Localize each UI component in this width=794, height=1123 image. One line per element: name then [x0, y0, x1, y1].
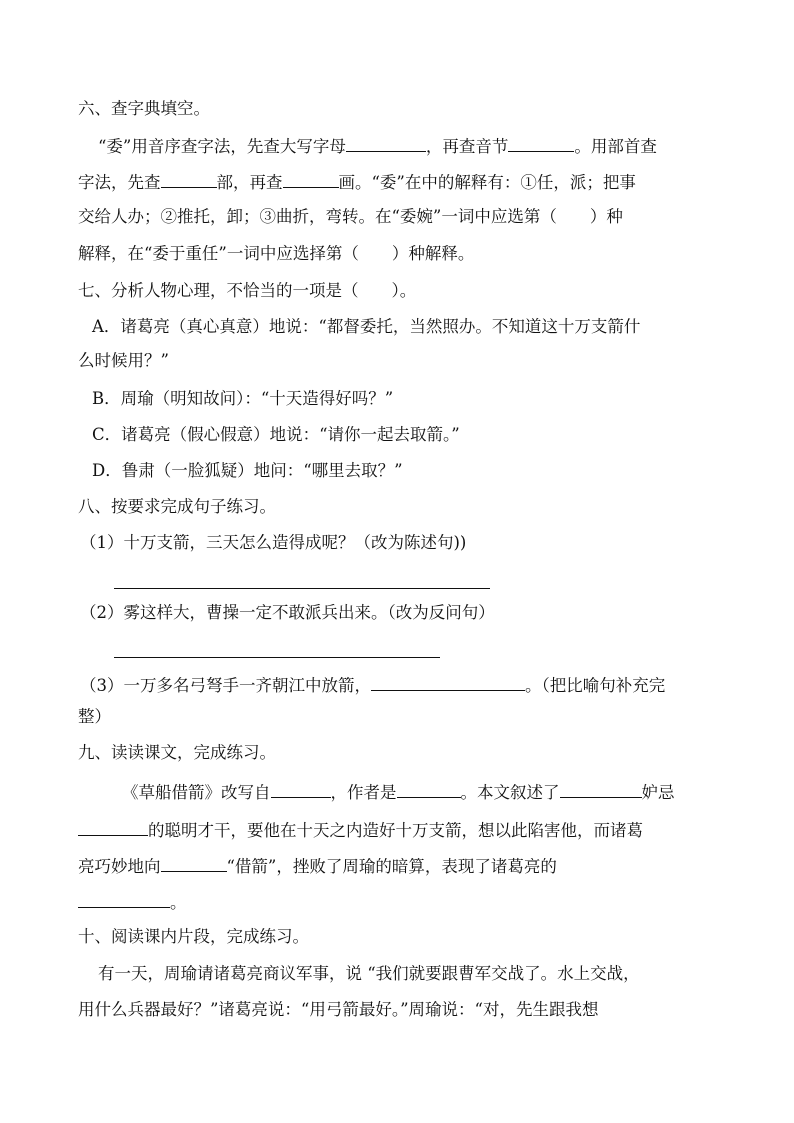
- text: 画。“委”在中的解释有：①任，派；把事: [338, 173, 636, 192]
- question-1: （1）十万支箭，三天怎么造得成呢？（改为陈述句)): [80, 533, 467, 552]
- section-9-heading: 九、读读课文，完成练习。: [78, 743, 276, 762]
- blank-simile[interactable]: [371, 673, 525, 691]
- question-2: （2）雾这样大，曹操一定不敢派兵出来。（改为反问句）: [80, 603, 495, 622]
- option-a-line-2: 么时候用？”: [78, 351, 169, 370]
- text: “委”用音序查字法，先查大写字母: [98, 137, 346, 156]
- blank-person-3[interactable]: [161, 854, 227, 872]
- question-3: [80, 673, 722, 697]
- text: （3）一万多名弓弩手一齐朝江中放箭，: [80, 676, 371, 695]
- option-b: B．周瑜（明知故问）：“十天造得好吗？”: [92, 389, 394, 408]
- text: 。本文叙述了: [460, 783, 560, 802]
- question-3-cont: 整）: [78, 707, 111, 726]
- text: 。（把比喻句补充完: [525, 676, 666, 695]
- option-a-line-1: A．诸葛亮（真心真意）地说：“都督委托，当然照办。不知道这十万支箭什: [92, 317, 641, 336]
- text: 亮巧妙地向: [78, 857, 161, 876]
- section-6-line-4: 解释，在“委于重任”一词中应选择第（ ）种解释。: [78, 244, 475, 263]
- blank-syllable[interactable]: [508, 134, 574, 152]
- answer-line-1[interactable]: [114, 588, 490, 589]
- text: 的聪明才干，要他在十天之内造好十万支箭，想以此陷害他，而诸葛: [148, 821, 643, 840]
- section-10-heading: 十、阅读课内片段，完成练习。: [78, 927, 309, 946]
- text: 妒忌: [641, 783, 675, 802]
- text: ，再查音节: [425, 137, 509, 156]
- text: “借箭”，挫败了周瑜的暗算，表现了诸葛亮的: [226, 857, 557, 876]
- passage-line-2: 用什么兵器最好？”诸葛亮说：“用弓箭最好。”周瑜说：“对，先生跟我想: [78, 1000, 599, 1019]
- blank-author[interactable]: [397, 780, 461, 798]
- blank-person-1[interactable]: [560, 780, 642, 798]
- text: 部，再查: [216, 173, 283, 192]
- section-9-line-4: [78, 890, 720, 914]
- blank-capital-letter[interactable]: [346, 134, 426, 152]
- section-9-line-2: [78, 818, 720, 842]
- section-8-heading: 八、按要求完成句子练习。: [78, 497, 276, 516]
- text: 。用部首查: [574, 137, 657, 156]
- blank-strokes[interactable]: [283, 170, 339, 188]
- text: ，作者是: [330, 783, 397, 802]
- section-9-line-1: [122, 780, 764, 804]
- section-6-heading: 六、查字典填空。: [78, 99, 210, 118]
- blank-radical[interactable]: [161, 170, 217, 188]
- section-6-line-1: [98, 134, 740, 158]
- blank-person-2[interactable]: [78, 818, 148, 836]
- section-6-line-2: [78, 170, 720, 194]
- option-c: C．诸葛亮（假心假意）地说：“请你一起去取箭。”: [92, 425, 460, 444]
- section-7-heading: 七、分析人物心理，不恰当的一项是（ ）。: [78, 281, 417, 300]
- section-9-line-3: [78, 854, 720, 878]
- answer-line-2[interactable]: [114, 657, 440, 658]
- blank-source[interactable]: [271, 780, 331, 798]
- blank-trait[interactable]: [78, 890, 170, 908]
- text: 。: [170, 893, 187, 912]
- section-6-line-3: 交给人办；②推托，卸；③曲折，弯转。在“委婉”一词中应选第（ ）种: [78, 207, 623, 226]
- text: 《草船借箭》改写自: [122, 783, 271, 802]
- passage-line-1: 有一天，周瑜请诸葛亮商议军事，说 “我们就要跟曹军交战了。水上交战，: [98, 964, 640, 983]
- text: 字法，先查: [78, 173, 161, 192]
- option-d: D．鲁肃（一脸狐疑）地问：“哪里去取？”: [92, 461, 403, 480]
